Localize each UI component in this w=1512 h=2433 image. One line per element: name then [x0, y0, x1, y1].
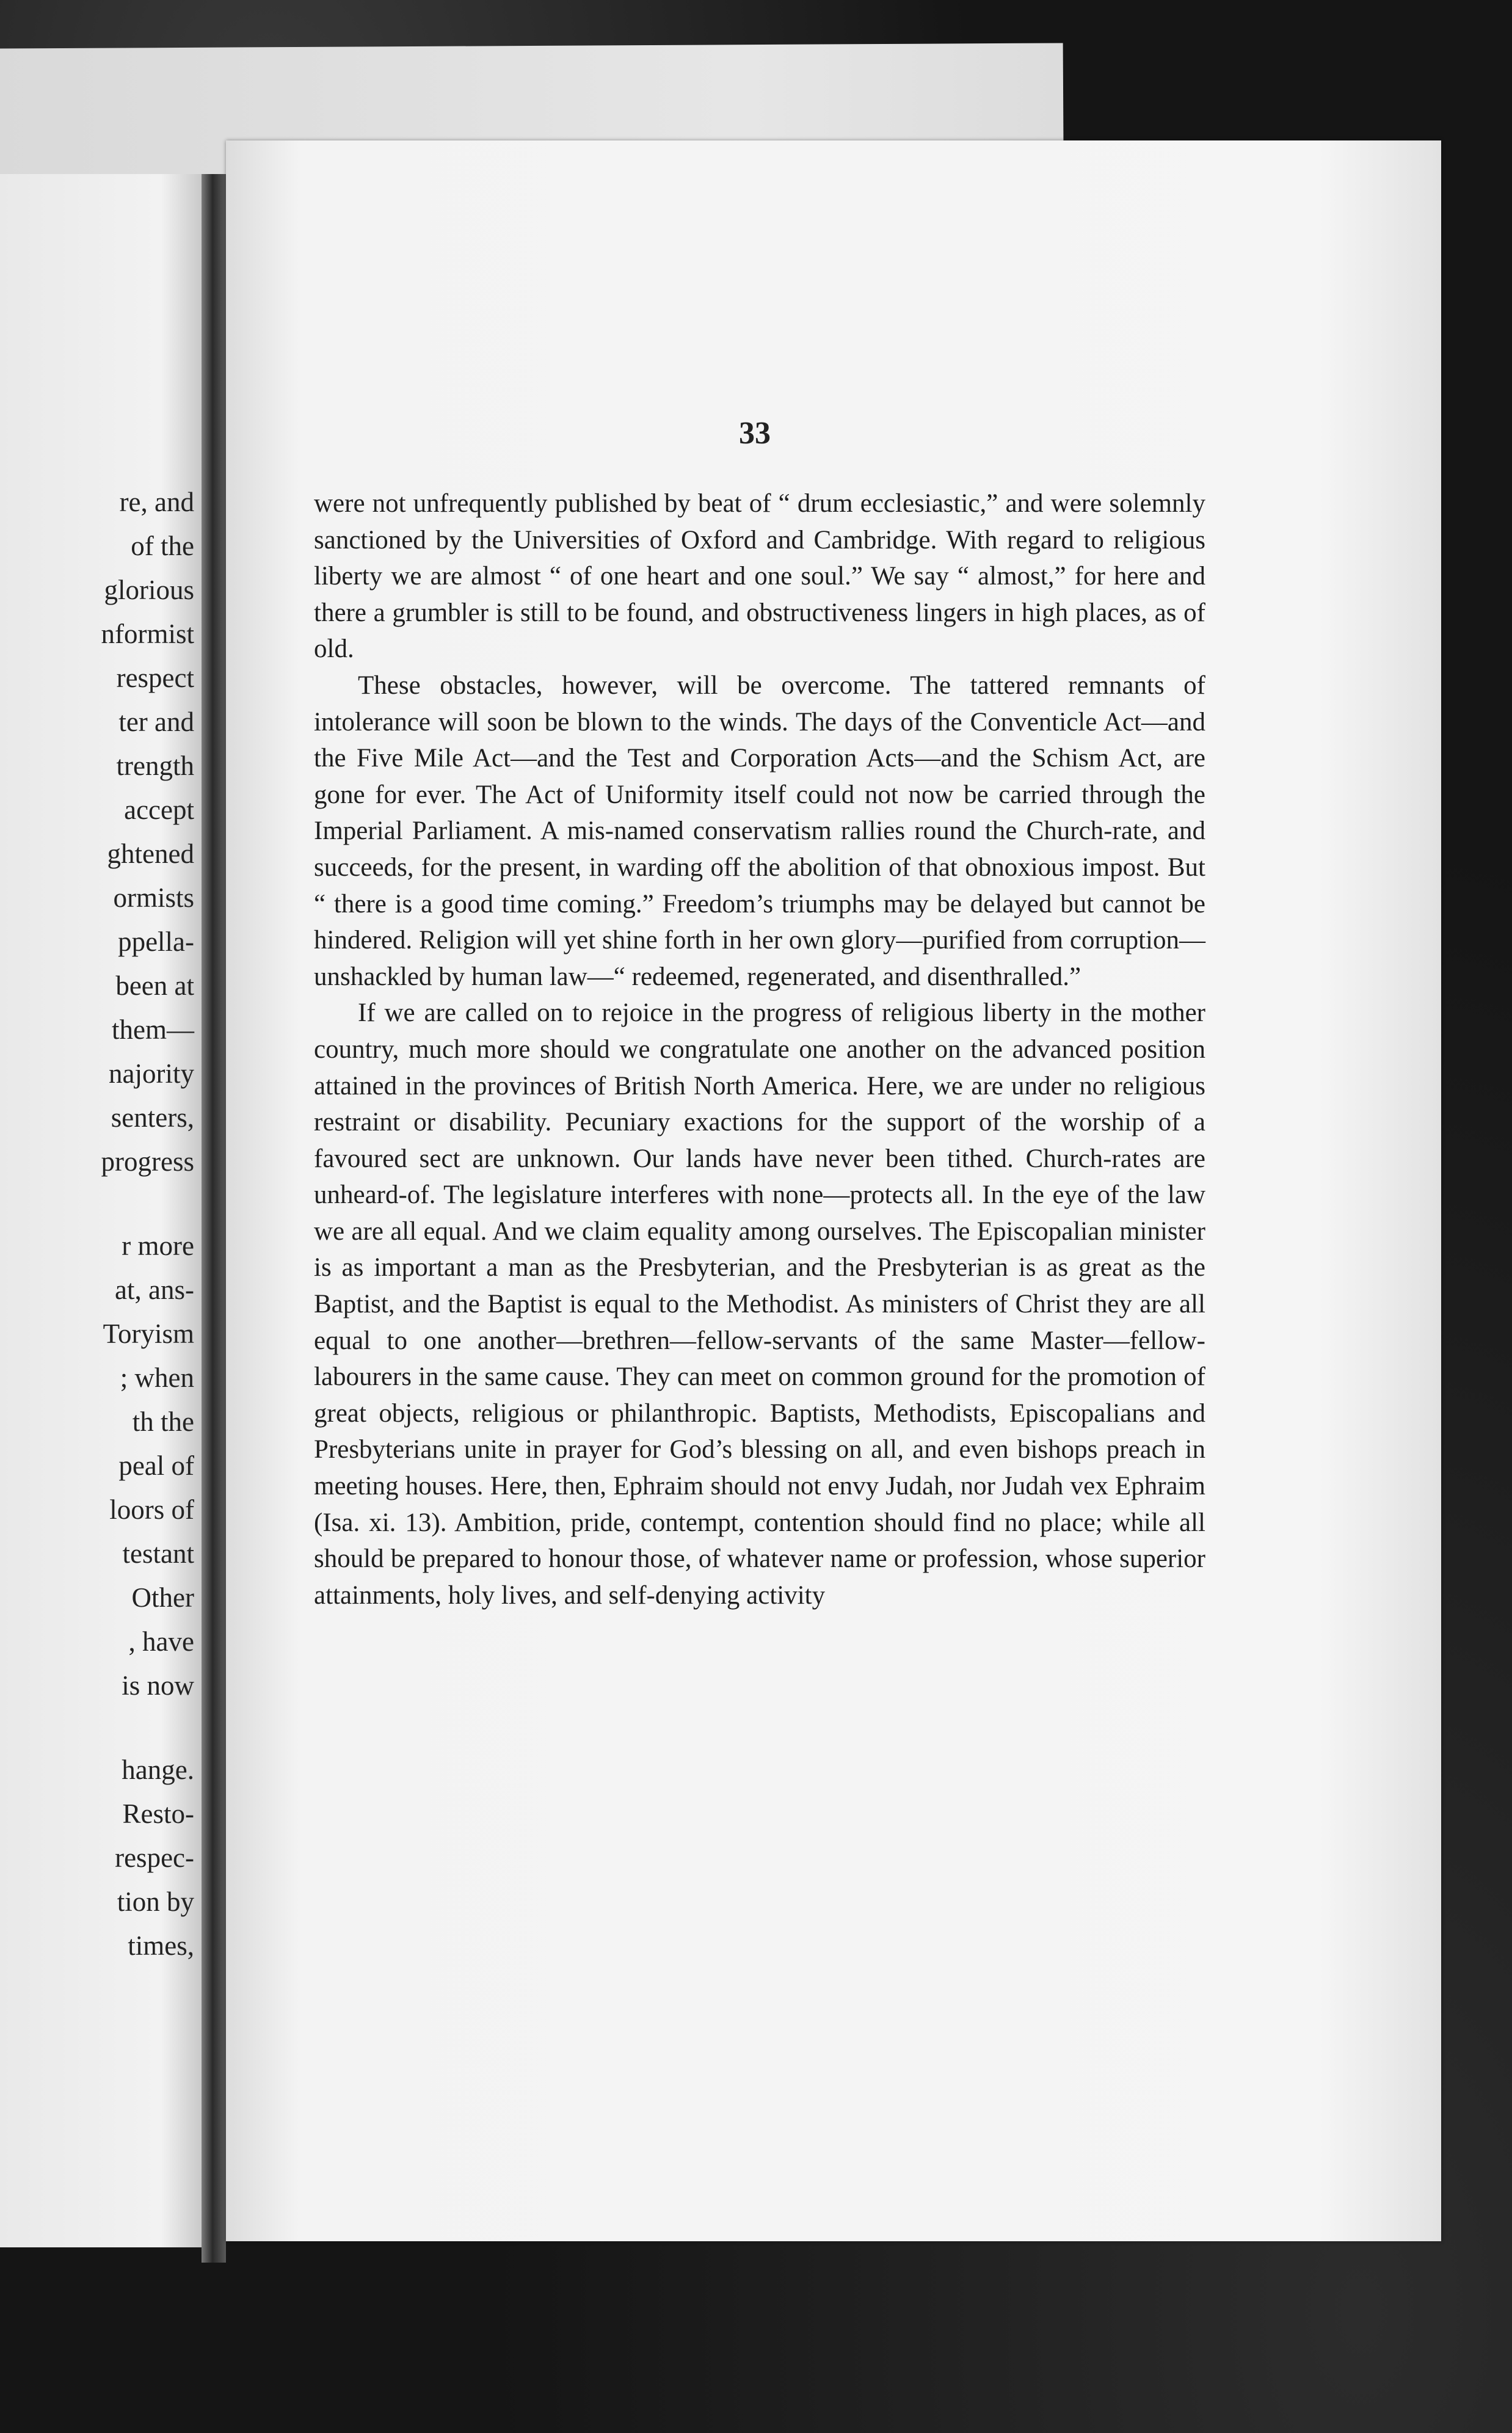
left-page-line: accept [124, 795, 194, 825]
left-page-line: ter and [118, 707, 194, 737]
left-page-line: at, ans- [115, 1275, 194, 1305]
left-page-line: respec- [115, 1842, 194, 1873]
left-page-line: najority [109, 1058, 194, 1089]
left-page-line: loors of [109, 1494, 194, 1525]
left-page-line: Toryism [103, 1318, 194, 1349]
page-number: 33 [739, 416, 771, 451]
left-page-line: been at [115, 970, 194, 1001]
left-page-line: trength [116, 751, 194, 781]
left-page-line: , have [128, 1626, 194, 1657]
left-page-line: of the [131, 531, 194, 561]
body-text [314, 486, 1205, 1613]
left-page-line: respect [116, 663, 194, 693]
left-page-line: is now [122, 1670, 194, 1701]
left-page-line: nformist [101, 619, 194, 649]
left-page-line: glorious [104, 575, 194, 605]
paragraph: These obstacles, however, will be overcome. The tattered remnants of intolerance will soon be blown to the winds. The days of the Conventicle Act—and the Five Mile Act—and the Test and Corporation Acts—and the Schism Act, are gone for ever. The Act of Uniformity itself could not now be carried through the Imperial Parliament. A mis-named conservatism rallies round the Church-rate, and succeeds, for the present, in warding off the abolition of that obnoxious impost. But “ there is a good time coming.” Freedom’s triumphs may be delayed but cannot be hindered. Religion will yet shine forth in her own glory—purified from corruption—unshackled by human law—“ redeemed, regenerated, and disenthralled.” [314, 671, 1205, 991]
left-page-line: ghtened [107, 838, 194, 869]
left-page-line: Other [131, 1582, 194, 1613]
left-page-line: ; when [120, 1362, 194, 1393]
left-page-line: progress [101, 1146, 194, 1177]
left-page-line: ormists [113, 882, 194, 913]
left-page-line: re, and [119, 487, 194, 517]
left-page-line: peal of [118, 1450, 194, 1481]
book-gutter [202, 174, 226, 2263]
left-page-line: hange. [122, 1755, 194, 1785]
left-page-line: Resto- [122, 1798, 194, 1829]
left-page-line: times, [128, 1930, 194, 1961]
left-page-line: testant [122, 1538, 194, 1569]
left-page-line: senters, [111, 1102, 194, 1133]
paragraph: were not unfrequently published by beat of “ drum ecclesiastic,” and were solemnly sanctioned by the Universities of Oxford and Cambridge. With regard to religious liberty we are almost “ of one heart and one soul.” We say “ almost,” for here and there a grumbler is still to be found, and obstructiveness lingers in high places, as of old. [314, 489, 1205, 664]
left-page-line: r more [122, 1231, 194, 1261]
left-page-line: th the [132, 1406, 194, 1437]
left-page-line: them— [112, 1014, 194, 1045]
left-page [0, 174, 202, 2247]
left-page-line: ppella- [118, 926, 194, 957]
paragraph: If we are called on to rejoice in the progress of religious liberty in the mother country, much more should we congratulate one another on the advanced position attained in the provinces of British North America. Here, we are under no religious restraint or disability. Pecuniary exactions for the support of the worship of a favoured sect are unknown. Our lands have never been tithed. Church-rates are unheard-of. The legislature interferes with none—protects all. In the eye of the law we are all equal. And we claim equality among ourselves. The Episcopalian minister is as important a man as the Presbyterian, and the Presbyterian is as great as the Baptist, and the Baptist is equal to the Methodist. As ministers of Christ they are all equal to one another—brethren—fellow-servants of the same Master—fellow-labourers in the same cause. They can meet on common ground for the promotion of great objects, religious or philanthropic. Baptists, Methodists, Episcopalians and Presbyterians unite in prayer for God’s blessing on all, and even bishops preach in meeting houses. Here, then, Ephraim should not envy Judah, nor Judah vex Ephraim (Isa. xi. 13). Ambition, pride, contempt, contention should find no place; while all should be prepared to honour those, of whatever name or profession, whose superior attainments, holy lives, and self-denying activity [314, 998, 1205, 1610]
left-page-line: tion by [117, 1886, 194, 1917]
